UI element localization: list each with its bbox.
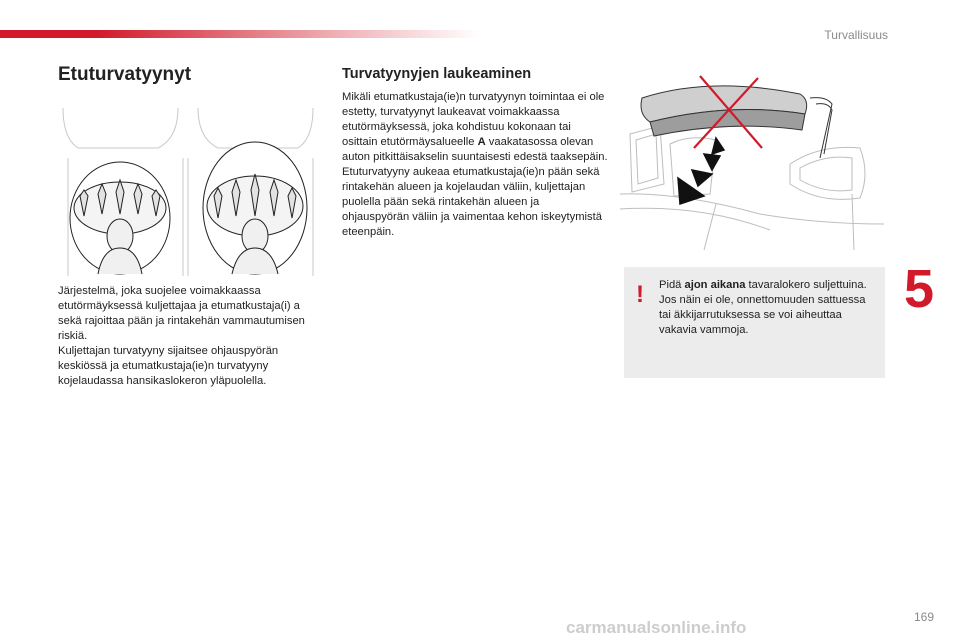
header-accent-bar (0, 30, 480, 38)
deployment-paragraph-1 (342, 90, 608, 165)
deployment-body-text (342, 90, 608, 240)
page-title: Etuturvatyynyt (58, 64, 192, 85)
airbag-occupants-illustration (58, 98, 318, 276)
warning-emphasis: ajon aikana (684, 279, 746, 291)
deployment-paragraph-2: Etuturvatyyny aukeaa etumatkustaja(ie)n pään sekä rintakehän alueen ja kojelaudan väliin, kuljettajan puolella pään sekä rintakehän alueen ja ohjauspyörän väliin ja vaimentaa kehon iskeytymistä eteenpäin. (342, 166, 602, 238)
glovebox-lid (641, 86, 832, 158)
opening-arrow-icon (678, 138, 724, 204)
warning-text-start: Pidä (659, 279, 685, 291)
page-number: 169 (913, 610, 934, 624)
paragraph-1-text-end: vaakatasossa olevan auton pitkittäisakselin suuntaisesti edestä taaksepäin. (342, 136, 608, 163)
impact-zone-label: A (477, 136, 486, 148)
passenger-airbag (203, 142, 307, 274)
exclamation-icon: ! (636, 281, 644, 308)
left-body-text (58, 284, 326, 389)
warning-text-end: tavaralokero suljettuina. Jos näin ei ole, onnettomuuden sattuessa tai äkkijarrutuksessa se voi aiheuttaa vakavia vammoja. (659, 279, 867, 336)
paragraph-1-text: Mikäli etumatkustaja(ie)n turvatyynyn toimintaa ei ole estetty, turvatyynyt laukeavat voimakkaassa etutörmäyksessä, joka kohdistuu kokonaan tai osittain etutörmäysalueelle (342, 91, 605, 148)
chapter-number: 5 (904, 259, 935, 319)
section-heading: Turvatyynyjen laukeaminen (342, 66, 532, 82)
warning-box (624, 267, 885, 378)
left-paragraph-1: Järjestelmä, joka suojelee voimakkaassa etutörmäyksessä kuljettajaa ja etumatkustaja(i) a sekä rajoittaa pään ja rintakehän vammautumisen riskiä. (58, 285, 305, 342)
watermark: carmanualsonline.info (566, 618, 747, 637)
section-title: Turvallisuus (824, 28, 888, 42)
driver-airbag (70, 162, 170, 274)
left-paragraph-2: Kuljettajan turvatyyny sijaitsee ohjauspyörän keskiössä ja etumatkustaja(ie)n turvatyyny kojelaudassa hansikaslokeron yläpuolella. (58, 345, 279, 387)
warning-text (659, 278, 871, 338)
glovebox-illustration (620, 74, 884, 250)
